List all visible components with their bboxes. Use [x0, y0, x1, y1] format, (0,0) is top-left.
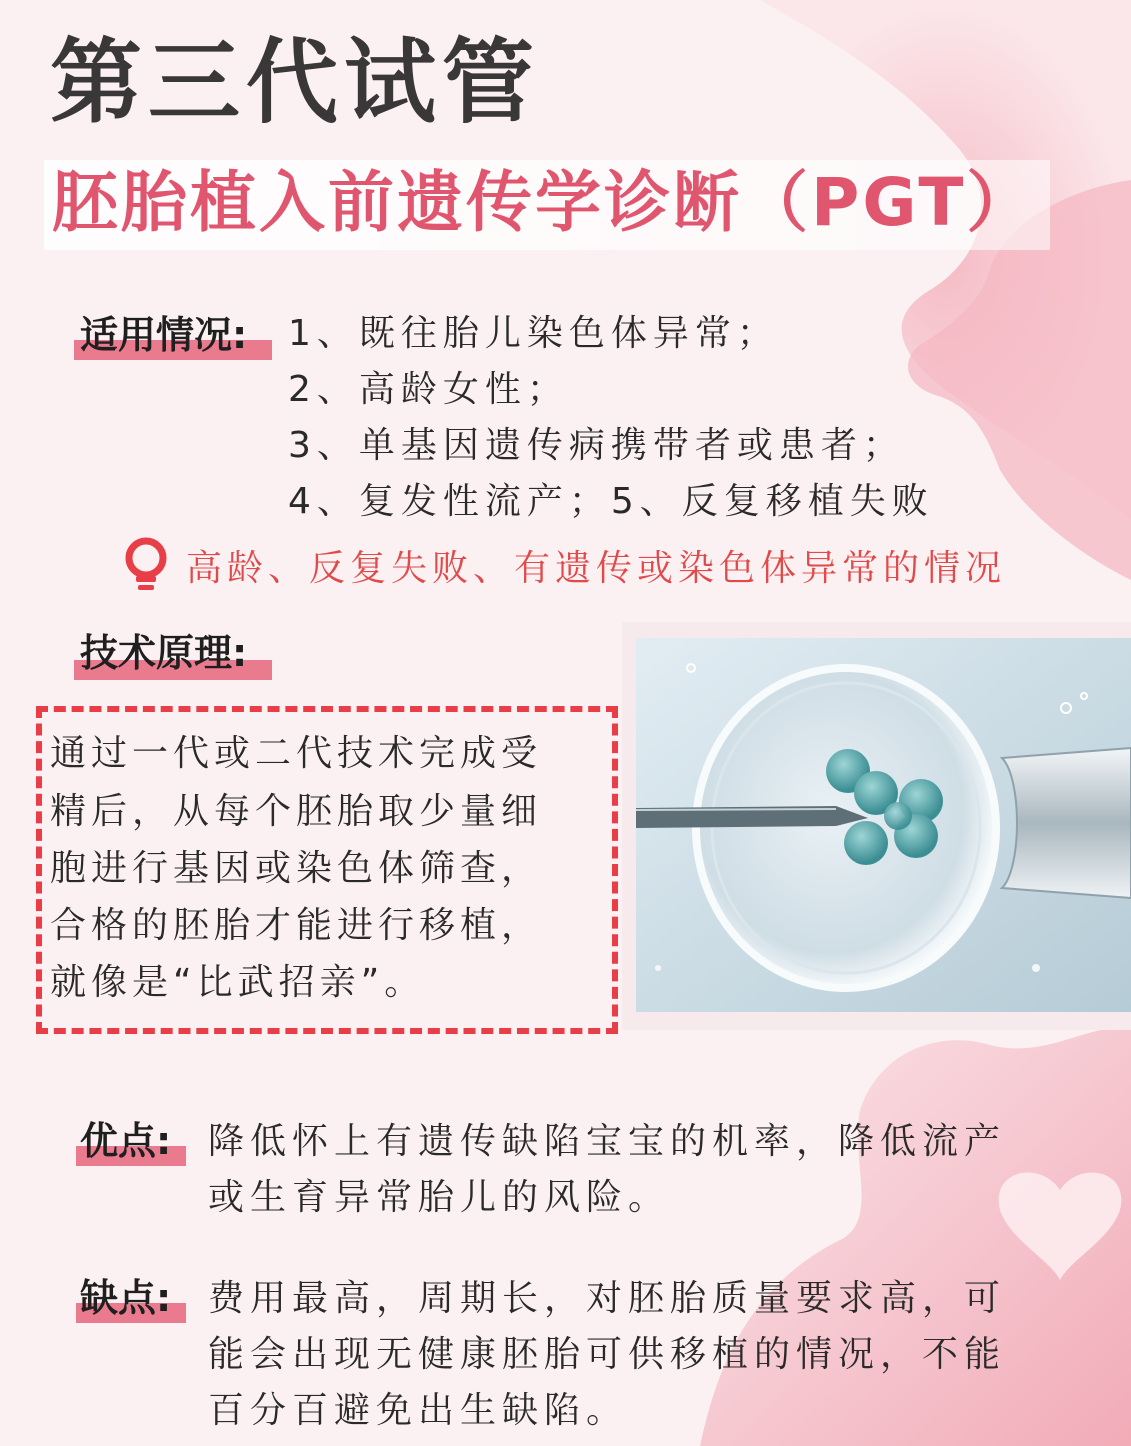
page-subtitle: 胚胎植入前遗传学诊断（PGT） [52, 164, 1036, 241]
principle-line: 精后，从每个胚胎取少量细 [50, 791, 543, 832]
pros-label: 优点: [80, 1119, 172, 1163]
principle-line: 合格的胚胎才能进行移植， [50, 905, 543, 946]
highlight-note: 高龄、反复失败、有遗传或染色体异常的情况 [186, 548, 1007, 589]
cons-line: 能会出现无健康胚胎可供移植的情况，不能 [208, 1334, 1007, 1375]
indication-item: 4、复发性流产；5、反复移植失败 [288, 481, 934, 522]
indication-item: 2、高龄女性； [288, 369, 569, 410]
cons-label: 缺点: [80, 1276, 172, 1320]
lightbulb-icon [120, 536, 172, 596]
cons-line: 费用最高，周期长，对胚胎质量要求高，可 [208, 1278, 1007, 1319]
indication-item: 1、既往胎儿染色体异常； [288, 313, 779, 354]
principle-label: 技术原理: [80, 631, 248, 675]
indication-item: 3、单基因遗传病携带者或患者； [288, 425, 905, 466]
page-title: 第三代试管 [50, 29, 541, 136]
pros-line: 或生育异常胎儿的风险。 [208, 1177, 671, 1218]
principle-line: 通过一代或二代技术完成受 [50, 733, 543, 774]
embryo-biopsy-image [636, 638, 1131, 1012]
principle-line: 胞进行基因或染色体筛查， [50, 848, 543, 889]
cons-line: 百分百避免出生缺陷。 [208, 1390, 629, 1431]
indications-label: 适用情况: [80, 313, 248, 357]
principle-line: 就像是“比武招亲”。 [50, 962, 426, 1003]
pros-line: 降低怀上有遗传缺陷宝宝的机率，降低流产 [208, 1121, 1007, 1162]
